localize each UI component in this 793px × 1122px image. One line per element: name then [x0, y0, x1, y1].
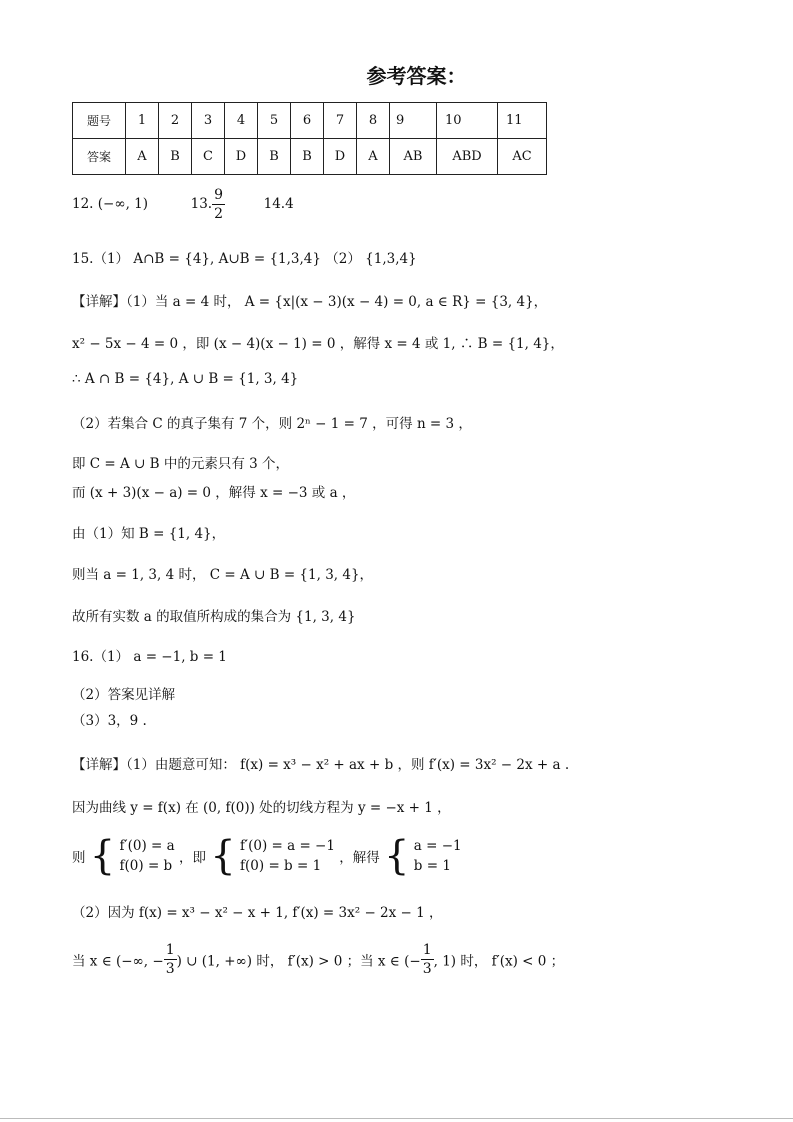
- table-cell: 4: [225, 103, 258, 139]
- answer-12: 12. (−∞, 1): [72, 196, 149, 212]
- system-2-eq-a: f′(0) = a = −1: [240, 838, 335, 854]
- fraction-denominator: 3: [165, 961, 175, 977]
- fraction-denominator: 3: [422, 961, 432, 977]
- detail-line-intervals: [72, 943, 564, 983]
- table-row-answers: [73, 139, 547, 175]
- table-cell: D: [225, 139, 258, 175]
- detail-line: 故所有实数 a 的取值所构成的集合为 {1, 3, 4}: [72, 609, 356, 625]
- page-bottom-rule: [0, 1118, 793, 1119]
- detail-line: 则当 a = 1, 3, 4 时， C = A ∪ B = {1, 3, 4}，: [72, 567, 374, 583]
- table-cell: 10: [437, 103, 498, 139]
- table-cell: ABD: [437, 139, 498, 175]
- table-cell: 6: [291, 103, 324, 139]
- answer-15: 15.（1） A∩B = {4}, A∪B = {1,3,4} （2） {1,3,4}: [72, 251, 417, 267]
- detail-line: 由（1）知 B = {1, 4}，: [72, 526, 226, 542]
- table-cell: AB: [390, 139, 437, 175]
- table-cell: A: [126, 139, 159, 175]
- interval-text-a: 当 x ∈ (−∞, −: [72, 953, 164, 970]
- answer-16: 16.（1） a = −1, b = 1: [72, 649, 227, 665]
- left-brace: {: [89, 833, 116, 879]
- detail-line: x² − 5x − 4 = 0 ，即 (x − 4)(x − 1) = 0 ，解得 x = 4 或 1, ∴ B = {1, 4}，: [72, 336, 564, 352]
- answer-13-fraction: [212, 188, 225, 221]
- left-brace: {: [210, 833, 236, 879]
- detail-line: 因为曲线 y = f(x) 在 (0, f(0)) 处的切线方程为 y = −x + 1 ，: [72, 800, 451, 816]
- detail-line: 而 (x + 3)(x − a) = 0 ，解得 x = −3 或 a ，: [72, 485, 356, 501]
- answer-16-part2: （2）答案见详解: [72, 687, 176, 703]
- equation-system-line: [72, 833, 462, 884]
- answer-14: 14.4: [263, 196, 294, 212]
- table-cell: 7: [324, 103, 357, 139]
- answer-table: [72, 102, 547, 175]
- system-3-eq-a: a = −1: [413, 838, 462, 854]
- table-cell: AC: [498, 139, 547, 175]
- table-cell: 11: [498, 103, 547, 139]
- table-cell: 3: [192, 103, 225, 139]
- detail-line: ∴ A ∩ B = {4}, A ∪ B = {1, 3, 4}: [72, 371, 299, 387]
- interval-fraction: [421, 943, 434, 976]
- system-1-eq-a: f′(0) = a: [119, 838, 175, 854]
- detail-line: （2）若集合 C 的真子集有 7 个，则 2ⁿ − 1 = 7 ，可得 n = 3 ，: [72, 416, 472, 432]
- system-prefix: 则: [72, 850, 86, 866]
- system-mid2: ，解得: [339, 850, 380, 866]
- system-mid: ，即: [178, 850, 206, 866]
- table-cell: D: [324, 139, 357, 175]
- detail-line: 【详解】（1）当 a = 4 时， A = {x|(x − 3)(x − 4) = 0, a ∈ R} = {3, 4}，: [72, 294, 548, 310]
- table-cell: 题号: [73, 103, 126, 139]
- table-cell: 9: [390, 103, 437, 139]
- detail-line: 即 C = A ∪ B 中的元素只有 3 个，: [72, 456, 290, 472]
- left-brace: {: [384, 833, 410, 879]
- table-cell: 5: [258, 103, 291, 139]
- system-2-eq-b: f(0) = b = 1: [240, 858, 322, 874]
- table-cell: 8: [357, 103, 390, 139]
- table-cell: 2: [159, 103, 192, 139]
- table-cell: B: [159, 139, 192, 175]
- detail-line: 【详解】（1）由题意可知： f(x) = x³ − x² + ax + b ，则 f′(x) = 3x² − 2x + a .: [72, 757, 570, 773]
- answer-13-label: 13.: [190, 196, 213, 212]
- table-cell: 答案: [73, 139, 126, 175]
- table-cell: B: [291, 139, 324, 175]
- table-row-question-numbers: [73, 103, 547, 139]
- system-3: [414, 836, 462, 876]
- system-3-eq-b: b = 1: [413, 858, 451, 874]
- table-cell: C: [192, 139, 225, 175]
- table-cell: B: [258, 139, 291, 175]
- answer-line-12-13-14: [72, 188, 294, 221]
- table-cell: 1: [126, 103, 159, 139]
- system-1: [120, 836, 175, 876]
- system-2: [240, 836, 335, 876]
- answer-16-part3: （3）3，9 .: [72, 713, 147, 729]
- page-title: 参考答案：: [366, 64, 467, 88]
- system-1-eq-b: f(0) = b: [119, 858, 173, 874]
- detail-line: （2）因为 f(x) = x³ − x² − x + 1, f′(x) = 3x² − 2x − 1 ，: [72, 905, 443, 921]
- interval-text-b: ) ∪ (1, +∞) 时， f′(x) > 0 ；当 x ∈ (−: [176, 953, 421, 970]
- fraction-numerator: 1: [165, 942, 175, 958]
- fraction-denominator: 2: [214, 206, 224, 222]
- table-cell: A: [357, 139, 390, 175]
- interval-text-c: , 1) 时， f′(x) < 0 ；: [433, 953, 565, 970]
- fraction-numerator: 9: [214, 187, 224, 203]
- fraction-numerator: 1: [422, 942, 432, 958]
- interval-fraction: [164, 943, 177, 976]
